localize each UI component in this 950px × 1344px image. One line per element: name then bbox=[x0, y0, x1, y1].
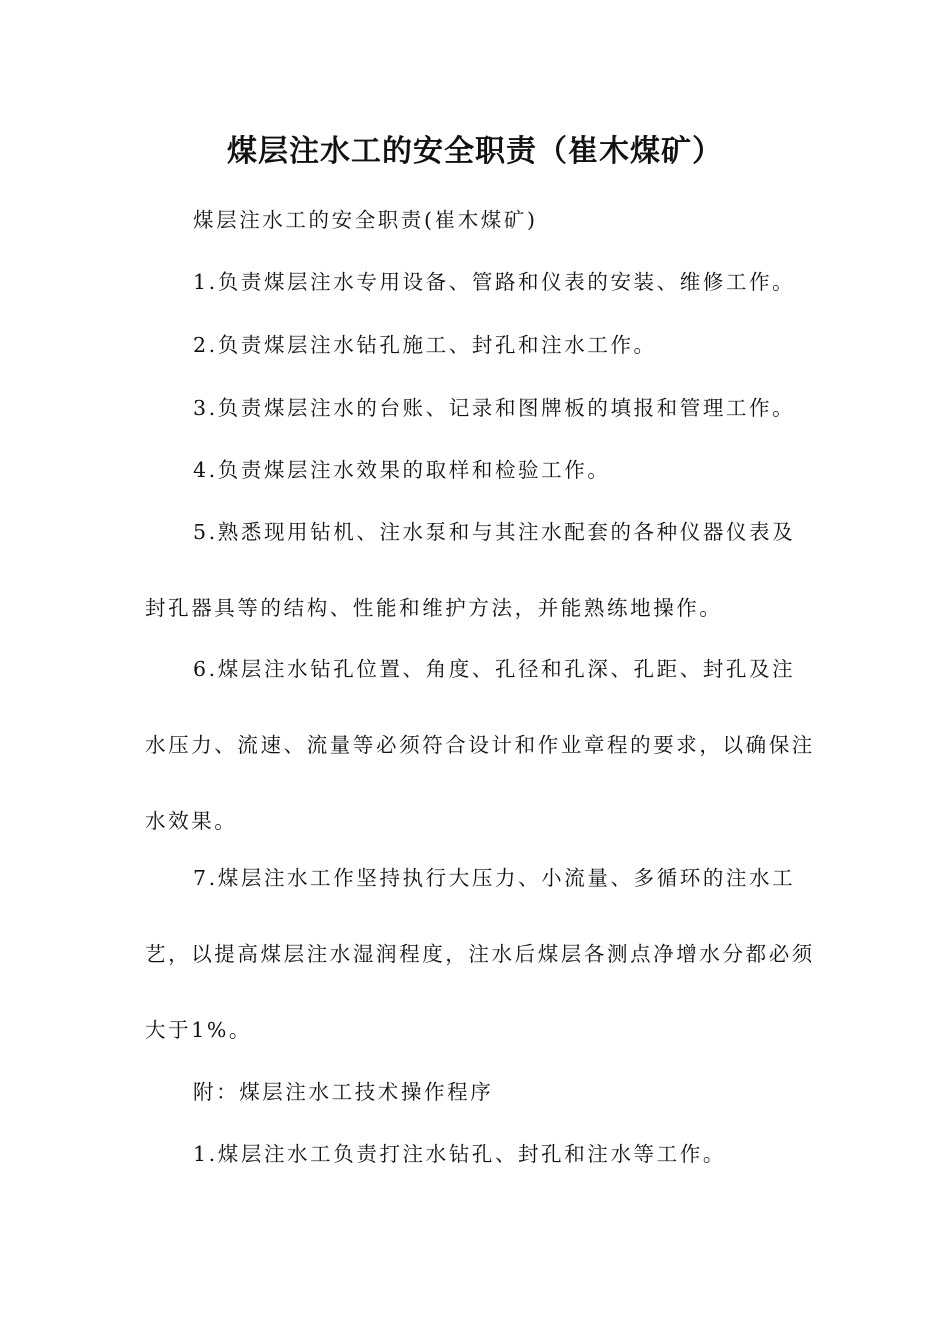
paragraph-heading: 煤层注水工的安全职责(崔木煤矿) bbox=[193, 208, 538, 232]
paragraph-item-4: 4.负责煤层注水效果的取样和检验工作。 bbox=[193, 458, 611, 482]
paragraph-item-3: 3.负责煤层注水的台账、记录和图牌板的填报和管理工作。 bbox=[193, 396, 796, 420]
document-title: 煤层注水工的安全职责（崔木煤矿） bbox=[227, 134, 723, 169]
paragraph-appendix-heading: 附：煤层注水工技术操作程序 bbox=[193, 1080, 494, 1104]
paragraph-appendix-item-1: 1.煤层注水工负责打注水钻孔、封孔和注水等工作。 bbox=[193, 1142, 726, 1166]
paragraph-item-6: 6.煤层注水钻孔位置、角度、孔径和孔深、孔距、封孔及注水压力、流速、流量等必须符合设计和作业章程的要求，以确保注水效果。 bbox=[145, 657, 815, 833]
paragraph-item-1: 1.负责煤层注水专用设备、管路和仪表的安装、维修工作。 bbox=[193, 270, 796, 294]
paragraph-item-5: 5.熟悉现用钻机、注水泵和与其注水配套的各种仪器仪表及封孔器具等的结构、性能和维护方法，并能熟练地操作。 bbox=[145, 520, 796, 620]
paragraph-item-2: 2.负责煤层注水钻孔施工、封孔和注水工作。 bbox=[193, 333, 657, 357]
paragraph-item-7: 7.煤层注水工作坚持执行大压力、小流量、多循环的注水工艺，以提高煤层注水湿润程度，注水后煤层各测点净增水分都必须大于1%。 bbox=[145, 866, 815, 1042]
